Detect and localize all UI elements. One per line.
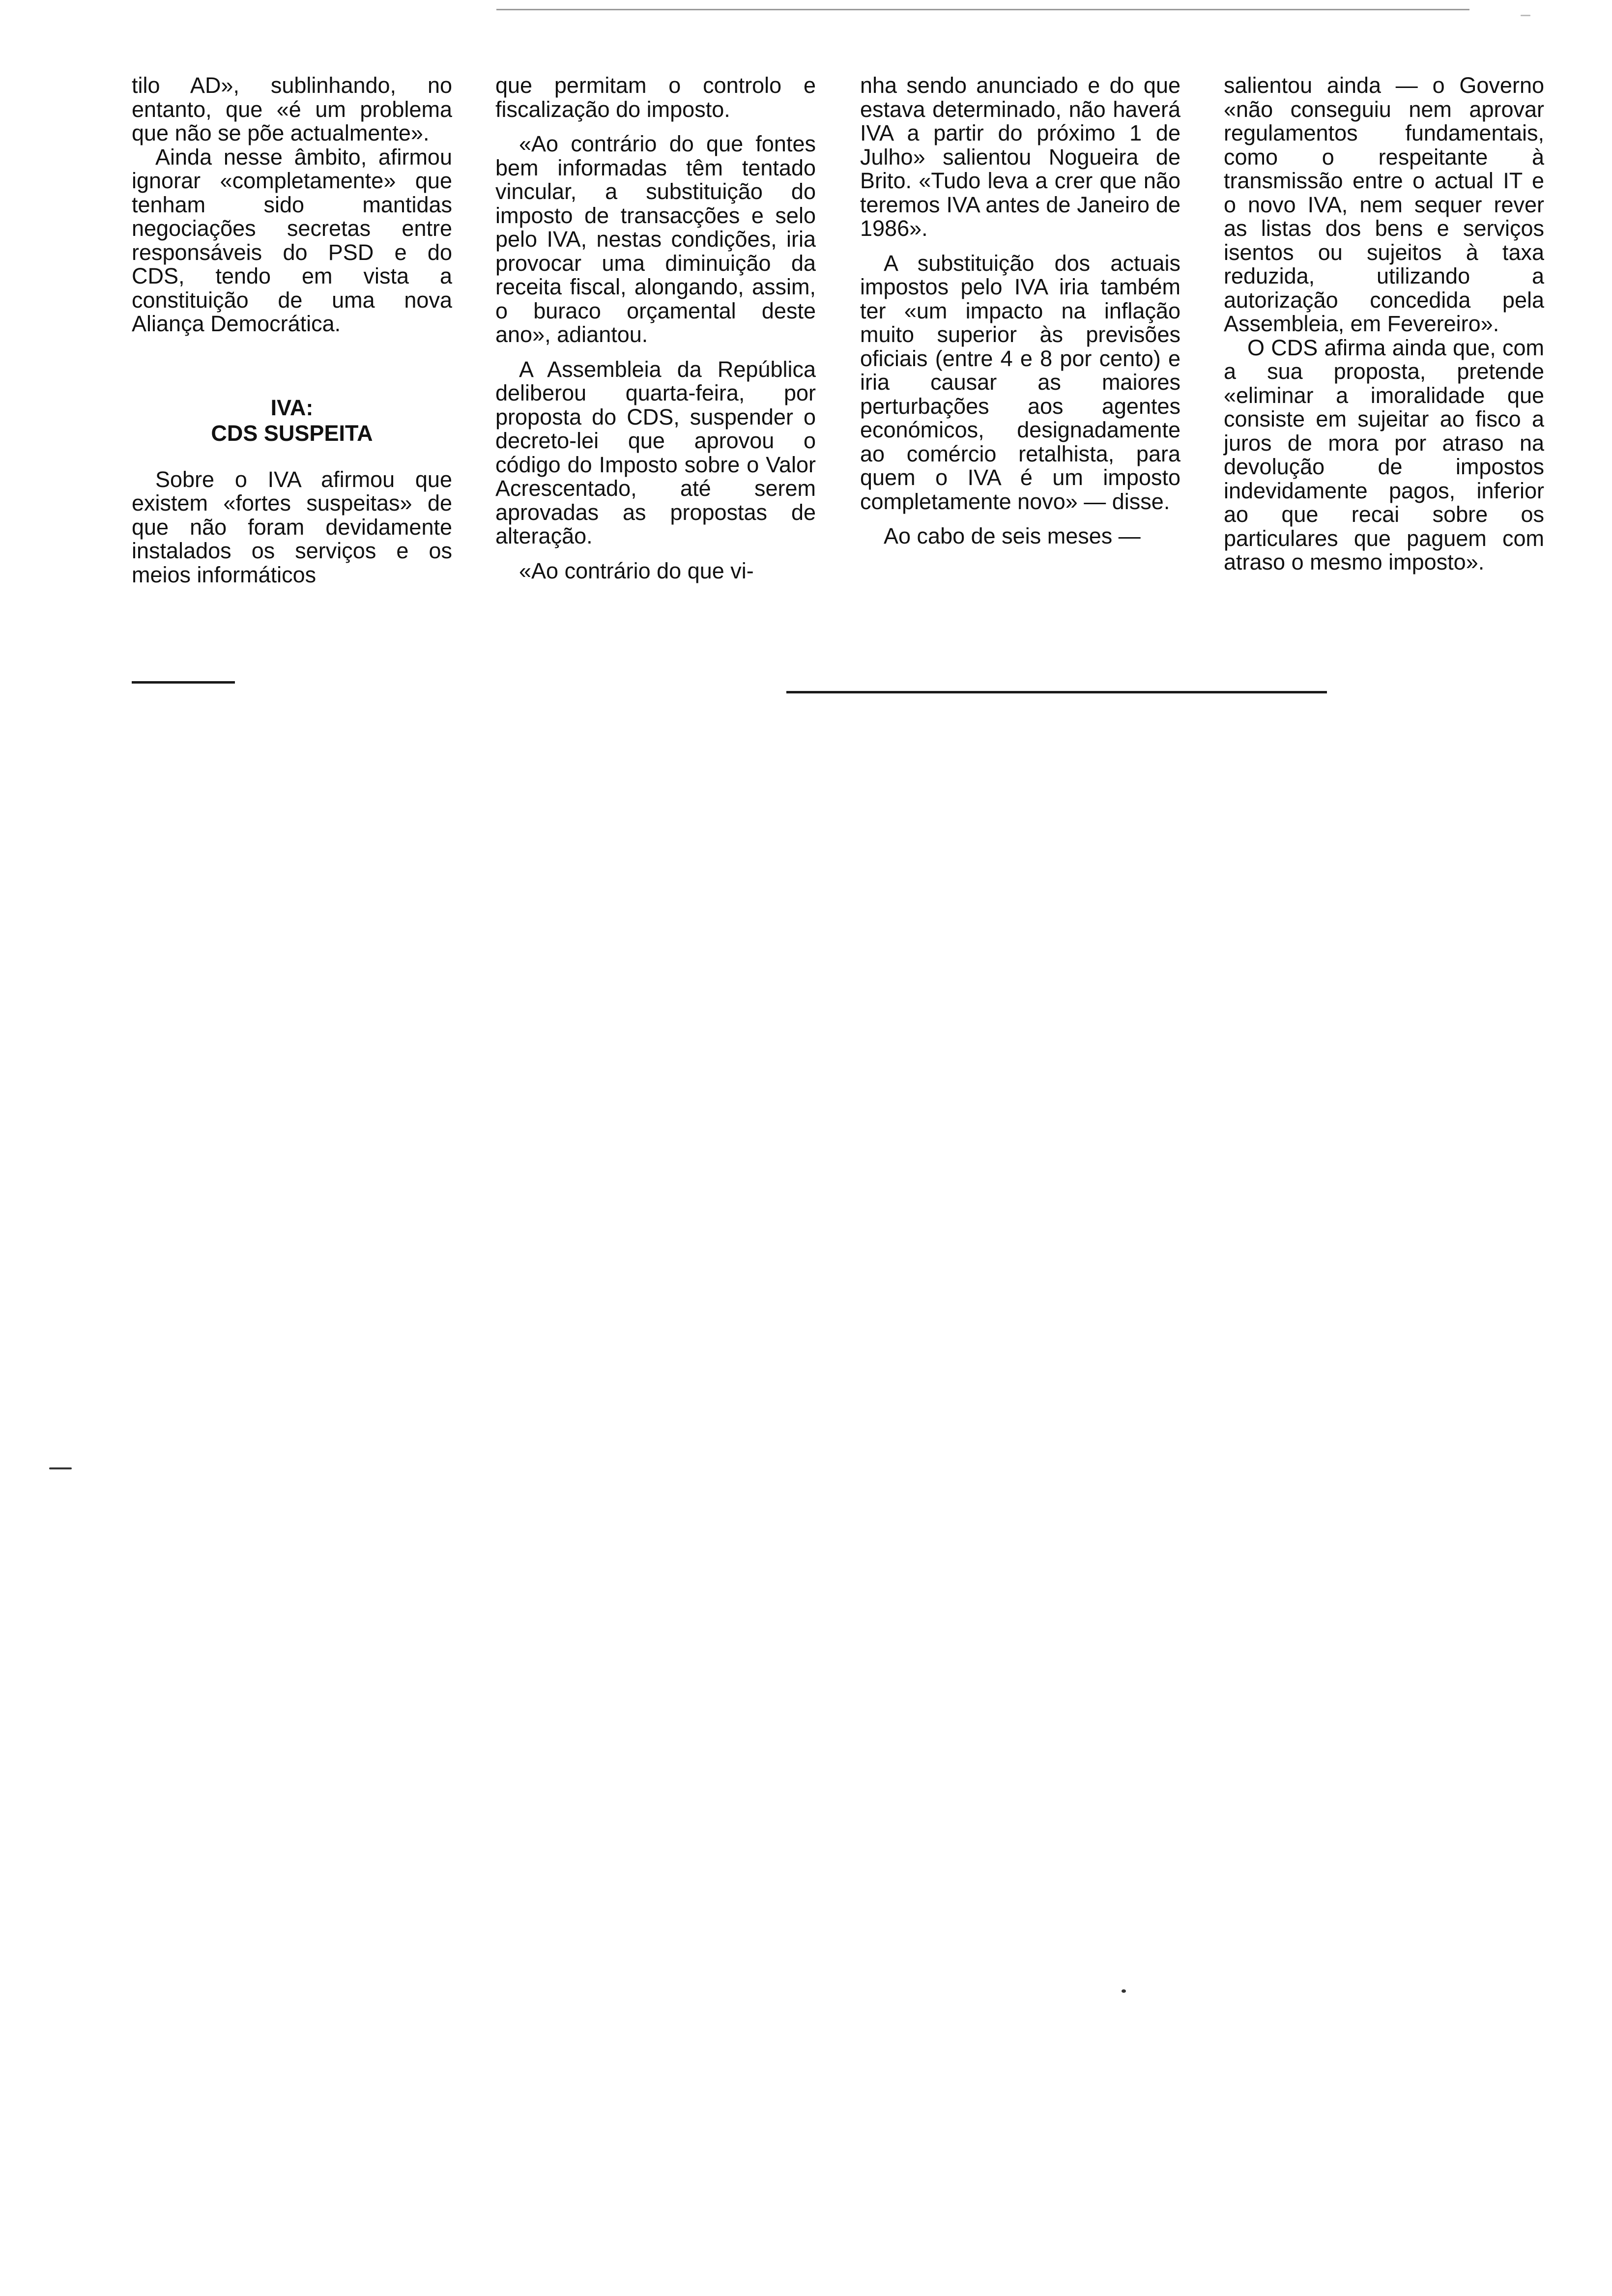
paragraph: A substituição dos actuais impostos pelo IVA iria também ter «um impacto na inflação muito superior às previsões oficiais (entre 4 e 8 por cento) e iria causar as maiores perturbações aos agentes económicos, designadamente ao comércio retalhista, para quem o IVA é um imposto completamente novo» — disse.	[860, 250, 1180, 514]
article-column-4	[1224, 74, 1544, 574]
paragraph: nha sendo anunciado e do que estava determinado, não haverá IVA a partir do próximo 1 de Julho» salientou Nogueira de Brito. «Tudo leva a crer que não teremos IVA antes de Janeiro de 1986».	[860, 73, 1180, 241]
scan-speck	[1521, 15, 1530, 16]
heading-line-1: IVA:	[270, 395, 314, 420]
paragraph: O CDS afirma ainda que, com a sua proposta, pretende «eliminar a imoralidade que consiste em sujeitar ao fisco a juros de mora por atraso na devolução de impostos indevidamente pagos, inferior ao que recai sobre os particulares que paguem com atraso o mesmo imposto».	[1224, 335, 1544, 574]
paragraph: «Ao contrário do que vi-	[519, 558, 754, 583]
column-end-rule	[132, 681, 235, 684]
paragraph: Sobre o IVA afirmou que existem «fortes suspeitas» de que não foram devidamente instalados os serviços e os meios informáticos	[132, 466, 452, 587]
scan-speck	[1122, 1989, 1126, 1993]
section-heading	[132, 395, 452, 446]
top-rule	[496, 9, 1469, 10]
paragraph: tilo AD», sublinhando, no entanto, que «é um problema que não se põe actualmente».	[132, 73, 452, 145]
paragraph: salientou ainda — o Governo «não conseguiu nem aprovar regulamentos fundamentais, como o respeitante à transmissão entre o actual IT e o novo IVA, nem sequer rever as listas dos bens e serviços isentos ou sujeitos à taxa reduzida, utilizando a autorização concedida pela Assembleia, em Fevereiro».	[1224, 73, 1544, 336]
article-end-rule	[786, 691, 1327, 693]
paragraph: Ao cabo de seis meses —	[884, 523, 1141, 548]
paragraph: Ainda nesse âmbito, afirmou ignorar «completamente» que tenham sido mantidas negociações secretas entre responsáveis do PSD e do CDS, tendo em vista a constituição de uma nova Aliança Democrática.	[132, 144, 452, 336]
article-column-1	[132, 74, 452, 587]
article-column-2	[495, 74, 816, 583]
article-column-3	[860, 74, 1180, 548]
paragraph: que permitam o controlo e fiscalização do imposto.	[495, 73, 816, 122]
heading-line-2: CDS SUSPEITA	[211, 420, 373, 446]
scan-mark	[49, 1467, 72, 1469]
paragraph: A Assembleia da República deliberou quarta-feira, por proposta do CDS, suspender o decreto-lei que aprovou o código do Imposto sobre o Valor Acrescentado, até serem aprovadas as propostas de alteração.	[495, 356, 816, 548]
paragraph: «Ao contrário do que fontes bem informadas têm tentado vincular, a substituição do imposto de transacções e selo pelo IVA, nestas condições, iria provocar uma diminuição da receita fiscal, alongando, assim, o buraco orçamental deste ano», adiantou.	[495, 131, 816, 347]
